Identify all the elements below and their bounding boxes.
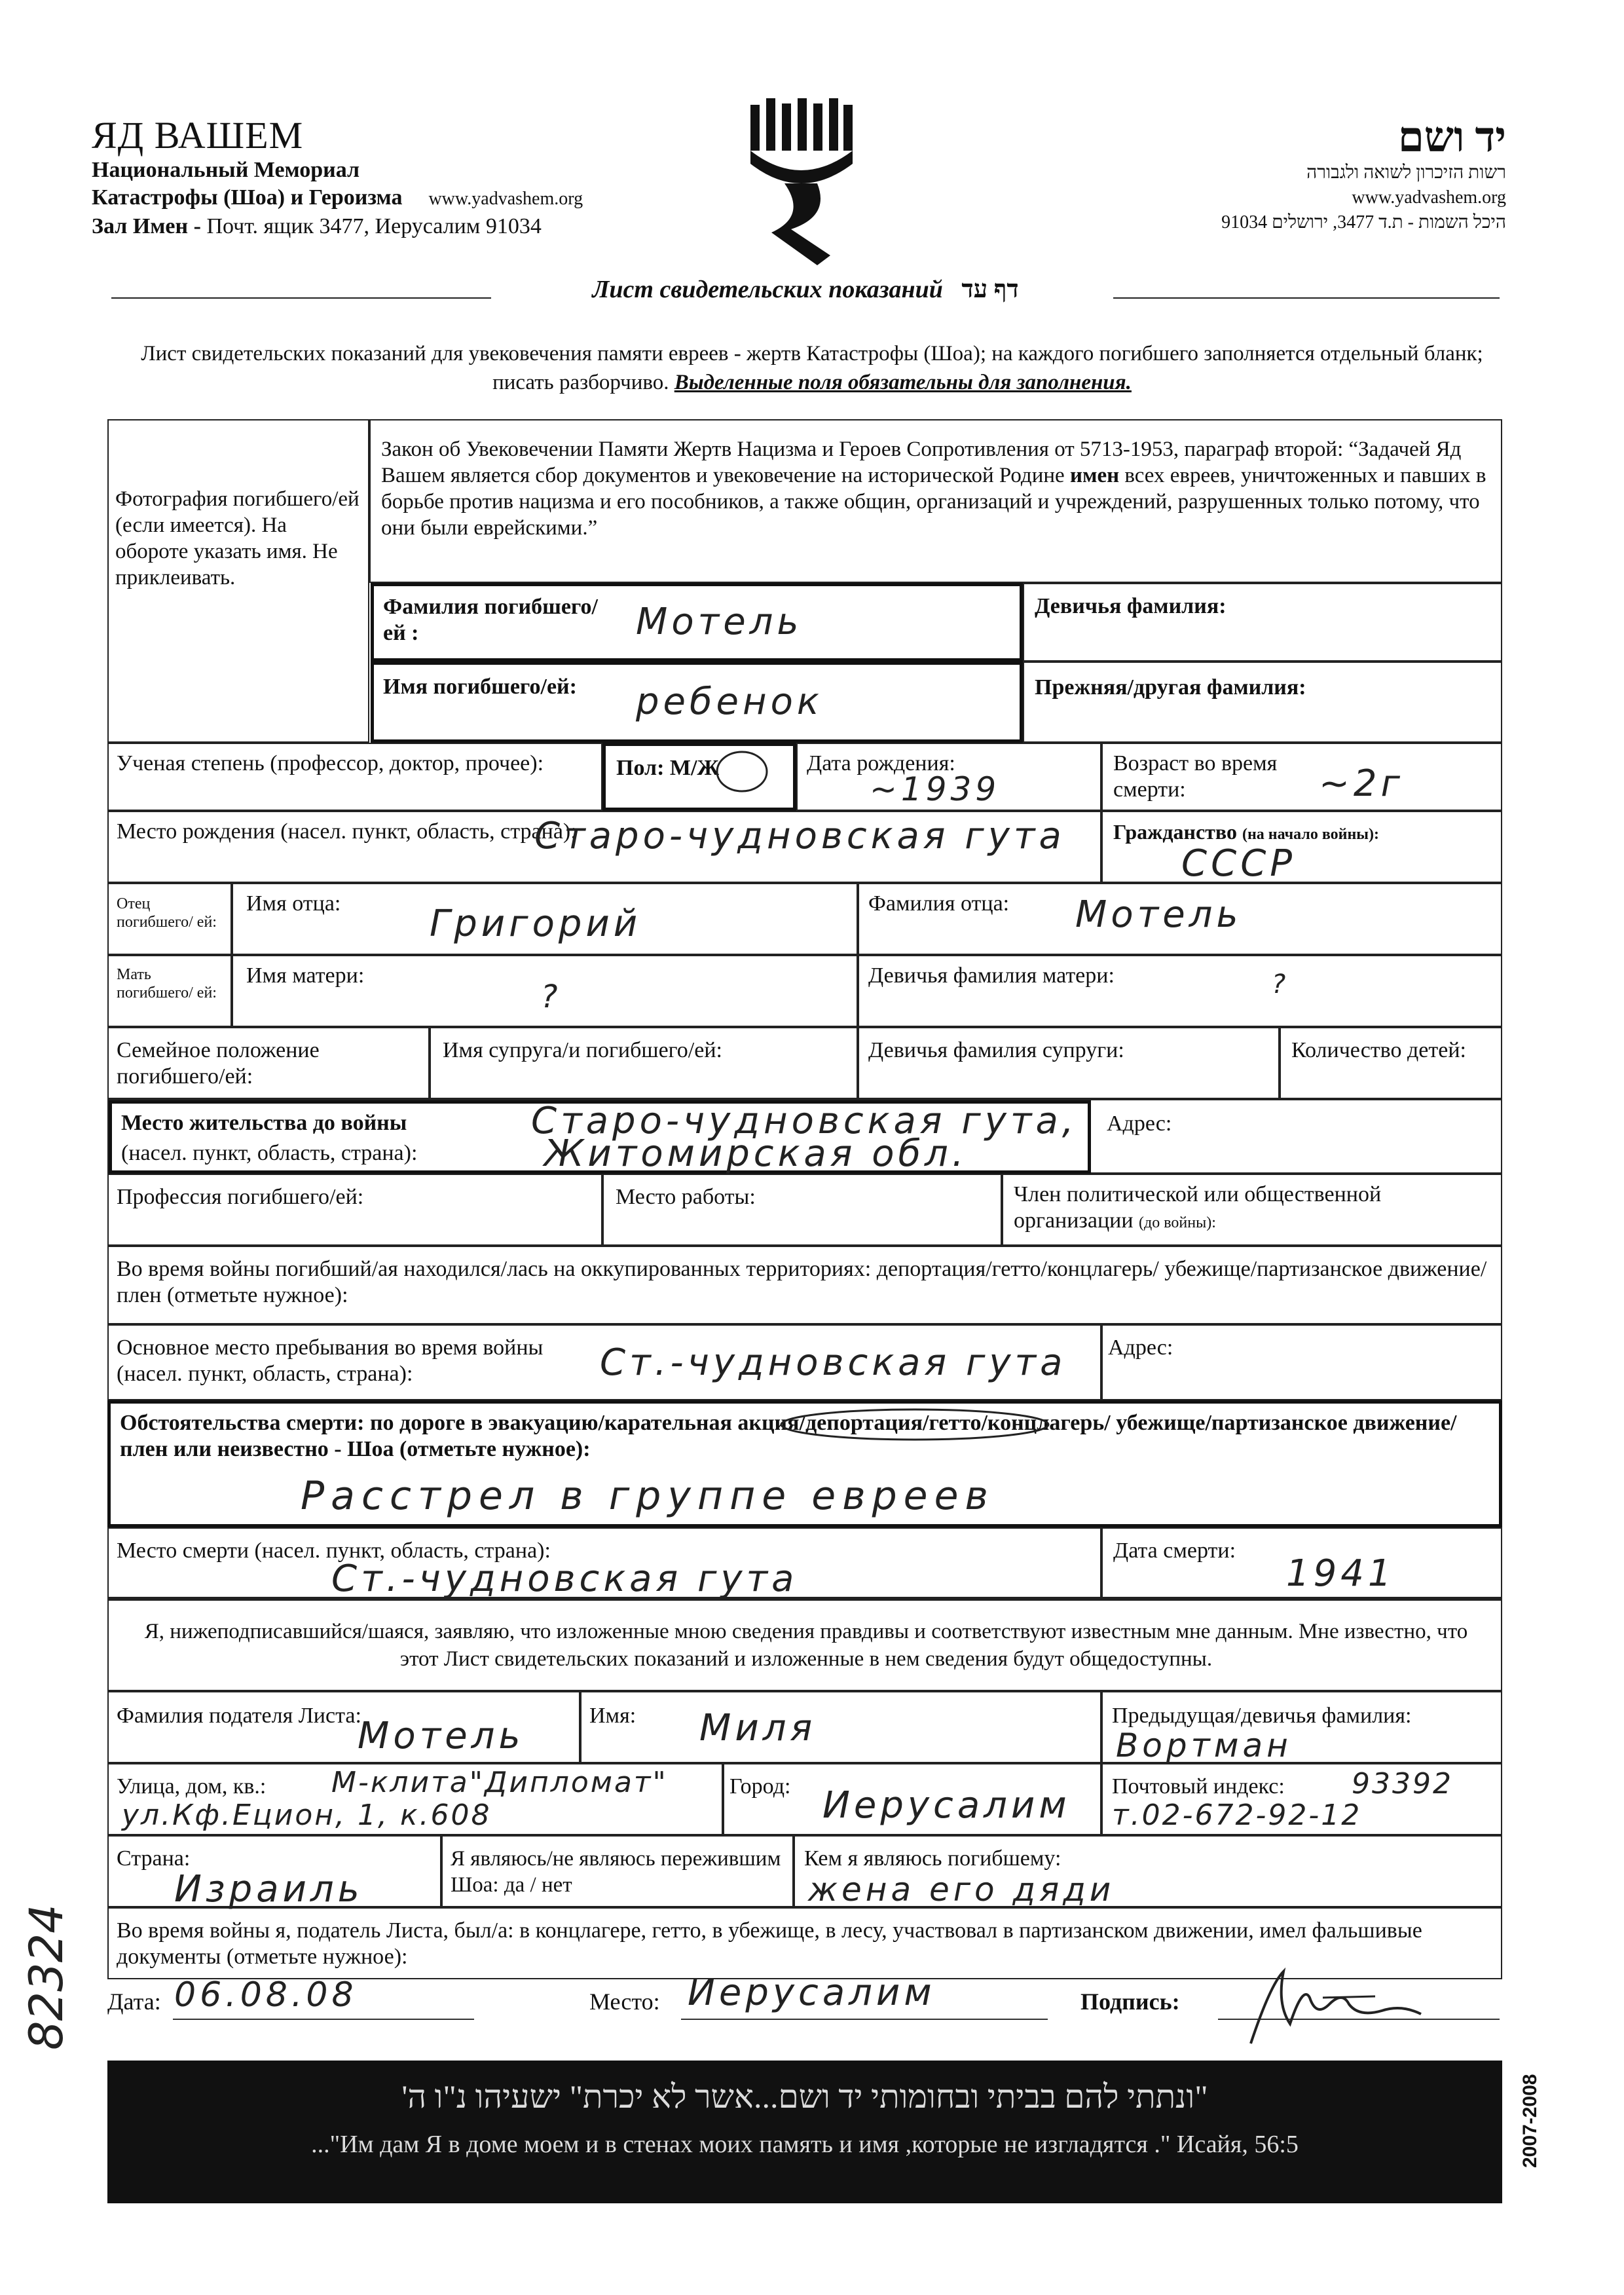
sex-field[interactable] [602,743,796,811]
death-place-label: Место смерти (насел. пункт, область, страна): [117,1539,551,1563]
death-circumstances-title: Обстоятельства смерти: [120,1411,365,1435]
membership-field[interactable] [1002,1174,1502,1246]
footer-quote-he: "ונתתי להם בביתי ובחומותי יד ושם...אשר לא יכרת" ישעיהו נ"ו ה' [401,2078,1208,2115]
citizenship-label-text: Гражданство [1113,820,1237,844]
victim-surname-field[interactable] [371,583,1023,662]
org-line2: Национальный Мемориал [92,158,360,182]
declaration-box [107,1599,1502,1691]
footer-banner [107,2061,1502,2203]
death-place-value: Ст.-чудновская гута [331,1558,798,1600]
spouse-maiden-label: Девичья фамилия супруги: [868,1038,1124,1062]
dob-label: Дата рождения: [807,751,955,775]
footer-quote-ru: ..."Им дам Я в доме моем и в стенах моих память и имя ,которые не изгладятся ." Исайя, 56:5 [311,2131,1299,2158]
victim-name-value: ребенок [636,681,823,723]
spouse-name-field[interactable] [430,1027,858,1099]
victim-maiden-field[interactable] [1023,583,1502,662]
submitter-name-field[interactable] [580,1691,1101,1763]
intro-text [131,339,1493,397]
workplace-field[interactable] [602,1174,1002,1246]
victim-surname-value: Мотель [636,601,803,643]
submitter-prev-surname-label: Предыдущая/девичья фамилия: [1112,1704,1412,1728]
submitter-zip-label: Почтовый индекс: [1112,1774,1285,1799]
side-year: 2007-2008 [1519,2074,1541,2168]
profession-label: Профессия погибшего/ей: [117,1185,364,1209]
submitter-name-label: Имя: [589,1704,637,1728]
submitter-survivor-field[interactable] [441,1835,794,1907]
submitter-zip-value: 93392 [1352,1767,1453,1801]
form-title [111,275,1500,304]
submitter-survivor-label: Я являюсь/не являюсь пережившим Шоа: да / нет [451,1847,781,1897]
marital-status-label: Семейное положение погибшего/ей: [117,1038,320,1089]
submitter-relation-label: Кем я являюсь погибшему: [804,1846,1061,1871]
intro-required-note: Выделенные поля обязательны для заполнения. [674,371,1132,394]
sex-label: Пол: М/Ж [616,756,720,780]
spouse-name-label: Имя супруга/и погибшего/ей: [443,1038,722,1062]
submitter-street-value-line2: ул.Кф.Ецион, 1, к.608 [122,1799,492,1832]
victim-maiden-label: Девичья фамилия: [1035,594,1227,618]
submitter-city-value: Иерусалим [822,1784,1071,1827]
father-surname-value: Мотель [1075,893,1242,936]
victim-surname-label: Фамилия погибшего/ей : [383,595,598,645]
residence-label: Место жительства до войны [121,1111,407,1135]
children-count-label: Количество детей: [1291,1038,1466,1062]
submitter-country-field[interactable] [107,1835,441,1911]
residence-address-label: Адрес: [1107,1111,1172,1136]
submitter-street-value-line1: М-клита"Дипломат" [331,1766,668,1799]
workplace-label: Место работы: [616,1185,756,1209]
form-title-ru: Лист свидетельских показаний [592,276,943,303]
org-line3: Катастрофы (Шоа) и Героизма [92,185,403,210]
org-address: Почт. ящик 3477, Иерусалим 91034 [206,214,542,238]
submitter-wartime-label: Во время войны я, податель Листа, был/а: в концлагере, гетто, в убежище, в лесу, участвовал в партизанском движении, имел фальшивые документы (отметьте нужное): [117,1918,1422,1969]
dob-value: ~1939 [870,770,1001,808]
submitter-zip-field[interactable] [1101,1763,1502,1835]
sign-date-label: Дата: [107,1988,161,2015]
birthplace-value: Старо-чудновская гута [534,815,1065,857]
citizenship-field[interactable] [1101,811,1502,883]
spouse-maiden-field[interactable] [858,1027,1280,1099]
father-side-label: Отец погибшего/ ей: [117,895,217,931]
sign-date-value[interactable]: 06.08.08 [174,1975,358,2015]
mother-side-label: Мать погибшего/ ей: [117,966,217,1001]
citizenship-label [1113,819,1379,845]
death-date-field[interactable] [1101,1527,1502,1599]
he-line2: רשות הזיכרון לשואה ולגבורה [1306,162,1506,183]
citizenship-value: СССР [1181,842,1297,885]
sign-place-value[interactable]: Иерусалим [688,1971,936,2014]
residence-field[interactable] [109,1100,1091,1174]
wartime-place-label: Основное место пребывания во время войны (насел. пункт, область, страна): [117,1335,544,1386]
victim-name-label: Имя погибшего/ей: [383,675,577,699]
death-date-value: 1941 [1286,1552,1395,1595]
father-name-label: Имя отца: [246,891,341,916]
mother-name-label: Имя матери: [246,963,365,988]
mother-maiden-field[interactable] [858,955,1502,1027]
header-left [92,115,583,240]
death-date-label: Дата смерти: [1113,1539,1236,1563]
form-title-he: דף עד [961,276,1019,303]
victim-other-surname-field[interactable] [1023,662,1502,743]
org-url: www.yadvashem.org [428,189,583,209]
date-underline [173,2019,474,2020]
death-circumstances-field[interactable] [107,1400,1502,1527]
mother-maiden-label: Девичья фамилия матери: [868,963,1115,988]
residence-sublabel: (насел. пункт, область, страна): [121,1141,418,1165]
wartime-address-label: Адрес: [1108,1335,1173,1360]
law-text [381,436,1488,541]
submitter-city-field[interactable] [723,1763,1101,1835]
birthplace-field[interactable] [107,811,1101,883]
age-field[interactable] [1101,743,1502,811]
father-name-field[interactable] [232,883,858,955]
mother-maiden-value: ? [1272,969,1290,999]
submitter-street-field[interactable] [107,1763,723,1835]
hall-label: Зал Имен - [92,214,201,238]
wartime-address-field[interactable] [1101,1324,1502,1400]
residence-value-line1: Старо-чудновская гута, [531,1100,1078,1142]
mother-name-field[interactable] [232,955,858,1027]
law-box [369,419,1502,583]
photo-label: Фотография погибшего/ей (если имеется). На обороте указать имя. Не приклеивать. [115,487,360,589]
archive-number: 82324 [20,1904,73,2050]
yad-vashem-logo-icon [745,98,857,269]
submitter-country-label: Страна: [117,1846,191,1871]
dob-field[interactable] [796,743,1101,811]
submitter-surname-field[interactable] [107,1691,580,1763]
father-surname-label: Фамилия отца: [868,891,1010,916]
signature-label: Подпись: [1080,1988,1180,2015]
form-title-bar [111,275,1500,314]
profession-field[interactable] [107,1174,602,1246]
intro-body: Лист свидетельских показаний для увековечения памяти евреев - жертв Катастрофы (Шоа); на каждого погибшего заполняется отдельный бланк; писать разборчиво. [141,342,1483,394]
father-name-value: Григорий [430,903,642,945]
citizenship-note: (на начало войны): [1242,826,1380,843]
submitter-prev-surname-field[interactable] [1101,1691,1502,1763]
org-name-he: יד ושם [1397,114,1506,160]
law-text-part1: Закон об Увековечении Памяти Жертв Нацизма и Героев Сопротивления от 5713-1953, параграф второй: “Задачей Яд Вашем является сбор документов и увековечение на исторической Родине [381,438,1462,487]
membership-label [1014,1182,1498,1234]
he-url: www.yadvashem.org [1352,187,1506,208]
children-count-field[interactable] [1280,1027,1502,1099]
wartime-place-value: Ст.-чудновская гута [600,1341,1067,1384]
wartime-location-field[interactable] [107,1246,1502,1324]
header-right [1221,115,1506,235]
marital-status-field[interactable] [107,1027,430,1099]
place-underline [681,2019,1048,2020]
submitter-country-value: Израиль [174,1868,363,1911]
law-text-bold: имен [1069,464,1120,487]
birthplace-label: Место рождения (насел. пункт, область, страна): [117,819,577,844]
submitter-city-label: Город: [729,1774,791,1799]
submitter-street-label: Улица, дом, кв.: [117,1774,267,1799]
selected-option-circle-icon [779,1408,1051,1442]
photo-box [107,419,369,743]
degree-label: Ученая степень (профессор, доктор, прочее): [117,751,544,775]
death-place-field[interactable] [107,1527,1101,1599]
mother-name-value: ? [541,979,562,1015]
wartime-place-field[interactable] [107,1324,1101,1400]
victim-other-surname-label: Прежняя/другая фамилия: [1035,675,1306,700]
law-text-part2: всех евреев, уничтоженных и павших в борьбе против нацизма и его пособников, а также общин, организаций и учреждений, разрушенных только потому, что они были еврейскими.” [381,464,1486,540]
submitter-surname-value: Мотель [358,1715,525,1757]
sex-selection-circle-icon [714,749,769,794]
submitter-prev-surname-value: Вортман [1116,1726,1292,1764]
father-side-box [107,883,232,955]
membership-label-text: Член политической или общественной организации [1014,1182,1382,1233]
submitter-relation-value: жена его дяди [808,1871,1115,1909]
submitter-name-value: Миля [699,1707,817,1749]
victim-name-field[interactable] [371,662,1023,743]
submitter-surname-label: Фамилия подателя Листа: [117,1704,361,1728]
wartime-location-label: Во время войны погибший/ая находился/лась на оккупированных территориях: депортация/гетто/концлагерь/ убежище/партизанское движение/плен (отметьте нужное): [117,1257,1487,1307]
age-label: Возраст во время смерти: [1113,751,1278,802]
submitter-relation-field[interactable] [794,1835,1502,1907]
father-surname-field[interactable] [858,883,1502,955]
he-address: היכל השמות - ת.ד 3477, ירושלים 91034 [1221,212,1506,233]
signature-mark[interactable] [1244,1958,1428,2050]
mother-side-box [107,955,232,1027]
death-circumstances-value: Расстрел в группе евреев [301,1473,995,1519]
sign-place-label: Место: [589,1988,660,2015]
declaration-text: Я, нижеподписавшийся/шаяся, заявляю, что изложенные мною сведения правдивы и соответствуют известным мне данным. Мне известно, что этот Лист свидетельских показаний и изложенные в нем сведения будут общедоступны. [144,1620,1468,1671]
membership-note: (до войны): [1139,1214,1216,1231]
residence-value-line2: Житомирская обл. [544,1132,968,1175]
org-name-ru: ЯД ВАШЕМ [92,114,304,157]
death-circumstances-options: по дороге в эвакуацию/карательная акция/депортация/гетто/концлагерь/ убежище/партизанское движение/плен или неизвестно - Шоа (отметьте нужное): [120,1411,1457,1461]
degree-field[interactable] [107,743,602,811]
age-value: ~2г [1319,762,1404,805]
submitter-phone-value: т.02-672-92-12 [1112,1799,1362,1832]
